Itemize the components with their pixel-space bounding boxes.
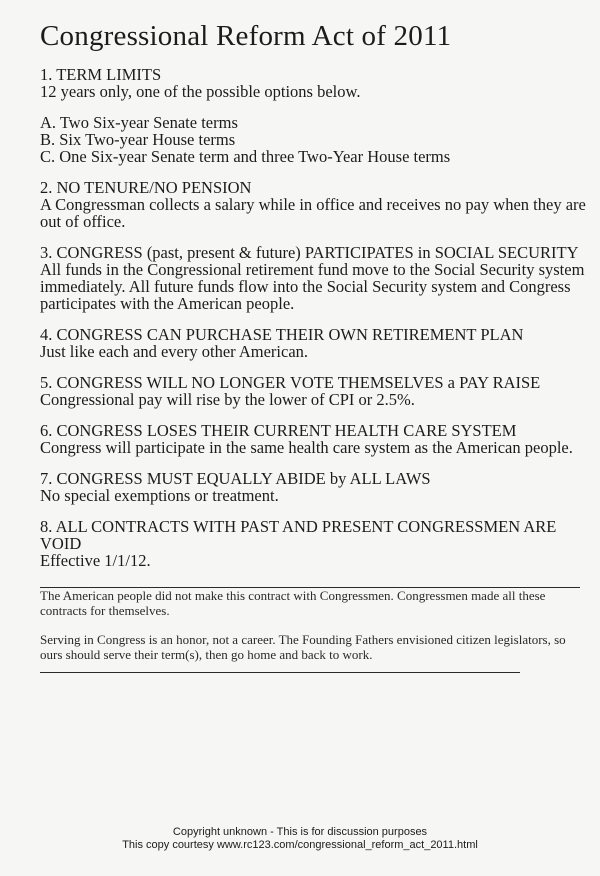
term-option-a: A. Two Six-year Senate terms [40, 113, 238, 132]
credits-block [0, 826, 600, 852]
section-social-security [40, 244, 586, 312]
section-heading: 1. TERM LIMITS [40, 65, 162, 84]
spacer [40, 100, 586, 114]
courtesy-notice: This copy courtesy www.rc123.com/congressional_reform_act_2011.html [122, 839, 478, 851]
section-heading: 7. CONGRESS MUST EQUALLY ABIDE by ALL LAWS [40, 469, 431, 488]
term-options-list [40, 114, 586, 165]
section-body: 12 years only, one of the possible options below. [40, 82, 361, 101]
section-retirement-plan [40, 326, 586, 360]
divider-bottom [40, 672, 520, 673]
section-heading: 3. CONGRESS (past, present & future) PARTICIPATES in SOCIAL SECURITY [40, 243, 579, 262]
section-body: All funds in the Congressional retirement fund move to the Social Security system immediately. All future funds flow into the Social Security system and Congress participates with the American people. [40, 260, 585, 313]
section-health-care [40, 422, 586, 456]
section-body: Congress will participate in the same health care system as the American people. [40, 438, 573, 457]
section-contracts-void [40, 518, 586, 569]
section-no-tenure [40, 179, 586, 230]
section-heading: 5. CONGRESS WILL NO LONGER VOTE THEMSELVES a PAY RAISE [40, 373, 541, 392]
section-body: A Congressman collects a salary while in office and receives no pay when they are out of office. [40, 195, 586, 231]
section-abide-laws [40, 470, 586, 504]
section-heading: 6. CONGRESS LOSES THEIR CURRENT HEALTH CARE SYSTEM [40, 421, 517, 440]
term-option-b: B. Six Two-year House terms [40, 130, 236, 149]
section-heading: 8. ALL CONTRACTS WITH PAST AND PRESENT CONGRESSMEN ARE VOID [40, 517, 557, 553]
section-body: No special exemptions or treatment. [40, 486, 279, 505]
term-option-c: C. One Six-year Senate term and three Two-Year House terms [40, 147, 451, 166]
section-term-limits [40, 66, 586, 165]
footnote-serving: Serving in Congress is an honor, not a career. The Founding Fathers envisioned citizen legislators, so ours should serve their term(s), then go home and back to work. [40, 632, 566, 662]
footnote-contract: The American people did not make this contract with Congressmen. Congressmen made all these contracts for themselves. [40, 588, 546, 618]
section-heading: 4. CONGRESS CAN PURCHASE THEIR OWN RETIREMENT PLAN [40, 325, 524, 344]
section-body: Just like each and every other American. [40, 342, 309, 361]
section-heading: 2. NO TENURE/NO PENSION [40, 178, 252, 197]
section-pay-raise [40, 374, 586, 408]
section-body: Effective 1/1/12. [40, 551, 151, 570]
copyright-notice: Copyright unknown - This is for discussion purposes [172, 826, 428, 838]
section-body: Congressional pay will rise by the lower of CPI or 2.5%. [40, 390, 415, 409]
page-title: Congressional Reform Act of 2011 [40, 20, 452, 52]
